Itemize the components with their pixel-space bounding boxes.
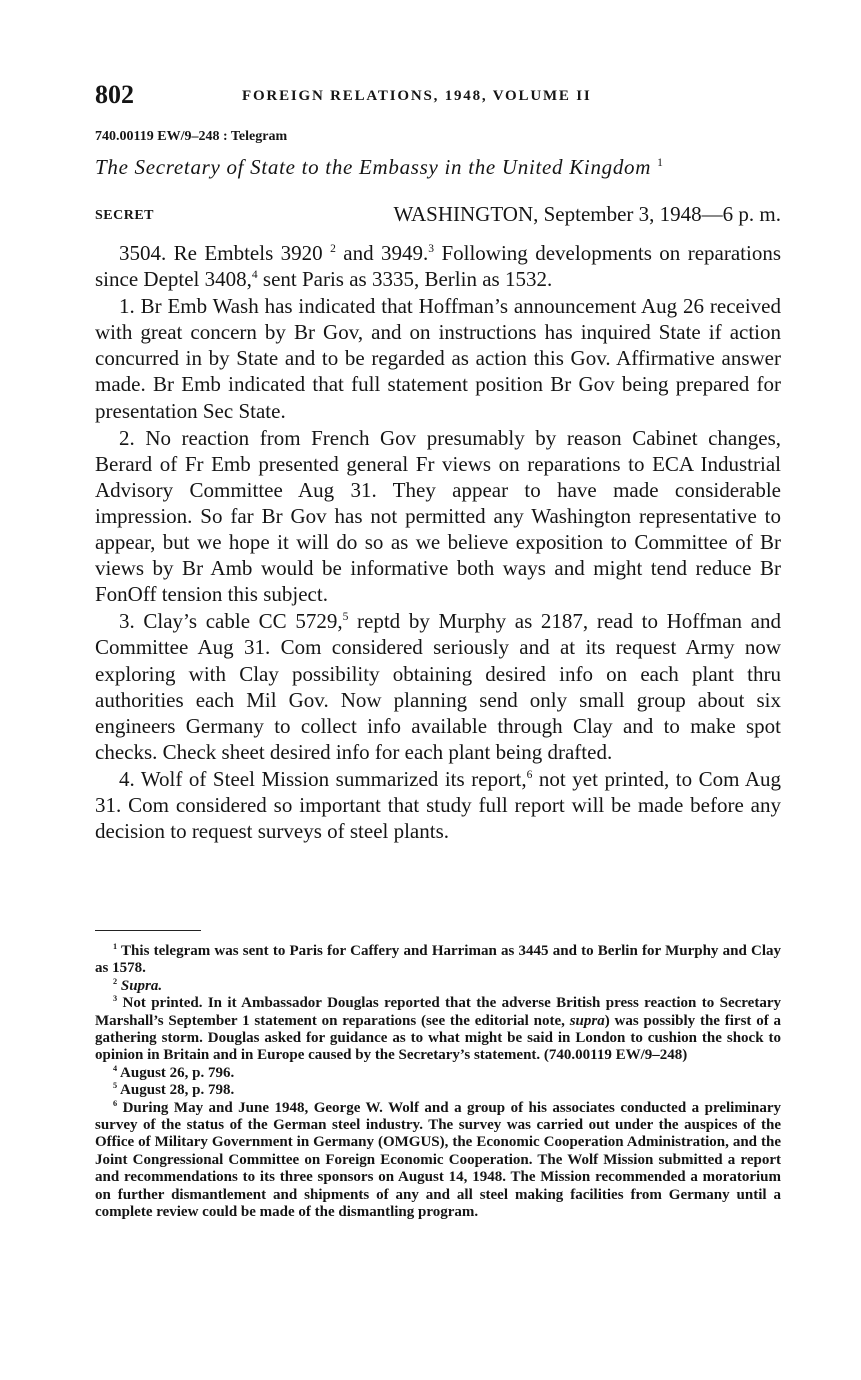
footnotes-section <box>95 943 781 1222</box>
text-run: This telegram was sent to Paris for Caffery and Harriman as 3445 and to Berlin for Murphy and Clay as 1578. <box>95 943 781 977</box>
text-run: 3. Clay’s cable CC 5729, <box>119 609 343 634</box>
dateline: WASHINGTON, September 3, 1948—6 p. m. <box>393 202 781 226</box>
footnote-marker: 2 <box>113 976 118 986</box>
telegram-body <box>95 240 781 845</box>
italic-text: Supra. <box>117 977 163 994</box>
document-title-text: The Secretary of State to the Embassy in the United Kingdom <box>95 155 652 179</box>
footnote-divider <box>95 930 201 931</box>
page-number: 802 <box>95 80 134 109</box>
title-footnote-marker: 1 <box>657 157 664 169</box>
body-paragraph <box>95 240 781 292</box>
footnote-marker: 4 <box>251 269 258 282</box>
text-run: 3504. Re Embtels 3920 <box>119 241 331 265</box>
footnote <box>95 943 781 978</box>
running-head: FOREIGN RELATIONS, 1948, VOLUME II <box>242 88 592 104</box>
text-run: August 28, p. 798. <box>117 1082 235 1099</box>
text-run: sent Paris as 3335, Berlin as 1532. <box>257 267 553 292</box>
text-run: Not printed. In it Ambassador Douglas reported that the adverse British press reaction to Secretary Marshall’s September 1 statement on reparations (see the editorial note, <box>95 995 781 1029</box>
footnote-marker: 3 <box>428 243 435 255</box>
text-run: Following developments on reparations since Deptel 3408, <box>95 241 781 292</box>
footnote-marker: 5 <box>113 1081 118 1091</box>
text-run: ) was possibly the first of a gathering storm. Douglas asked for guidance as to what might be said in London to cushion the shock to opinion in Britain and in Europe caused by the Secretary’s statement. (740.00119 EW/9–248) <box>95 1012 781 1064</box>
footnote <box>95 1100 781 1222</box>
footnote-marker: 6 <box>526 768 533 781</box>
footnote-marker: 3 <box>113 994 118 1004</box>
document-title <box>95 155 795 180</box>
italic-text: supra <box>569 1012 605 1029</box>
text-run: 2. No reaction from French Gov presumably by reason Cabinet changes, Berard of Fr Emb presented general Fr views on reparations to ECA Industrial Advisory Committee Aug 31. They appear to have made considerable impression. So far Br Gov has not permitted any Washington representative to appear, but we hope it will do so as we believe exposition to Committee of Br views by Br Amb would be informative both ways and might tend reduce Br FonOff tension this subject. <box>95 425 781 607</box>
text-run: August 26, p. 796. <box>117 1064 235 1081</box>
footnote-marker: 6 <box>113 1098 118 1108</box>
body-paragraph <box>95 766 781 844</box>
text-run: not yet printed, to Com Aug 31. Com considered so important that study full report will be made before any decision to request surveys of steel plants. <box>95 766 781 844</box>
body-paragraph <box>95 608 781 765</box>
body-paragraph <box>95 425 781 608</box>
text-run: During May and June 1948, George W. Wolf and a group of his associates conducted a preliminary survey of the status of the German steel industry. The survey was carried out under the auspices of the Office of Military Government in Germany (OMGUS), the Economic Cooperation Administration, and the Joint Congressional Committee on Foreign Economic Cooperation. The Wolf Mission submitted a report and recommendations to its three sponsors on August 14, 1948. The Mission recommended a moratorium on further dismantlement and shipments of any and all steel making facilities from Germany until a complete review could be made of the dismantling program. <box>95 1099 781 1221</box>
text-run: and 3949. <box>335 241 429 265</box>
footnote <box>95 1082 781 1099</box>
file-reference: 740.00119 EW/9–248 : Telegram <box>95 129 288 144</box>
page-header <box>95 80 785 114</box>
classification-label: SECRET <box>95 208 155 223</box>
footnote-marker: 4 <box>113 1063 118 1073</box>
footnote <box>95 978 781 995</box>
footnote-marker: 2 <box>330 243 336 255</box>
text-run: reptd by Murphy as 2187, read to Hoffman and Committee Aug 31. Com considered seriously and at its request Army now exploring with Clay possibility obtaining desired info on each plant thru authorities each Mil Gov. Now planning send only small group about six engineers Germany to collect info available through Clay and to make spot checks. Check sheet desired info for each plant being drafted. <box>95 609 782 764</box>
body-paragraph <box>95 293 781 423</box>
footnote <box>95 995 781 1065</box>
footnote-marker: 5 <box>342 611 349 624</box>
footnote-marker: 1 <box>113 942 118 951</box>
text-run: 4. Wolf of Steel Mission summarized its report, <box>119 766 527 791</box>
footnote <box>95 1065 781 1082</box>
text-run: 1. Br Emb Wash has indicated that Hoffman’s announcement Aug 26 received with great concern by Br Gov, and on instructions has inquired State if action concurred in by State and to be regarded as action this Gov. Affirmative answer made. Br Emb indicated that full statement position Br Gov being prepared for presentation Sec State. <box>95 294 781 423</box>
